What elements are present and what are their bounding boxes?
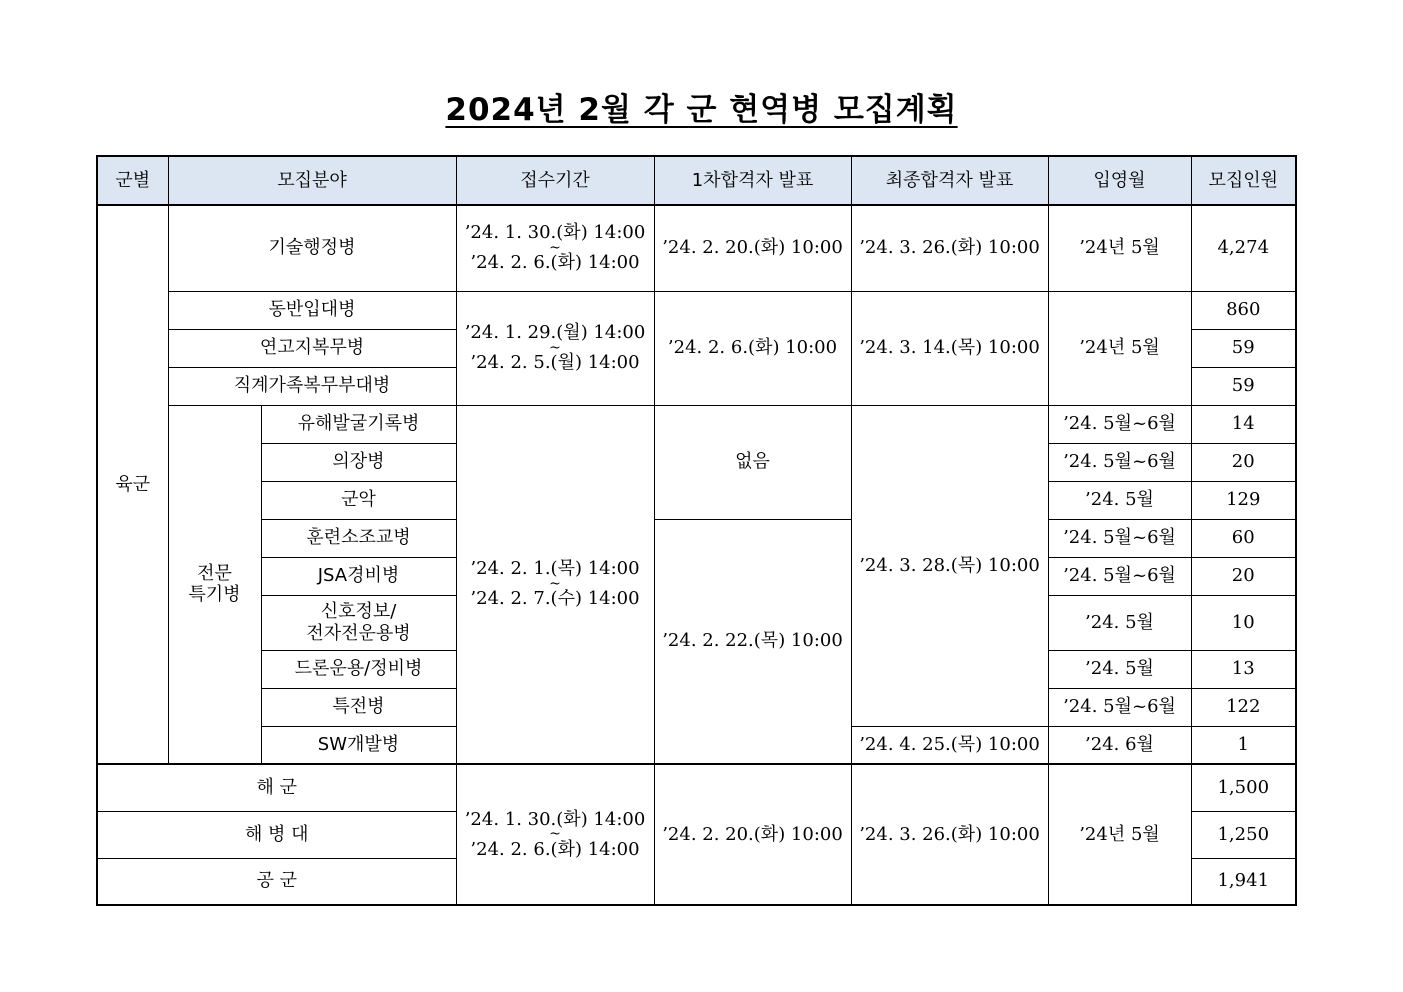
table-row bbox=[97, 764, 1296, 811]
header-count: 모집인원 bbox=[1191, 156, 1296, 205]
enlist-month: ’24. 6월 bbox=[1048, 726, 1191, 764]
count: 14 bbox=[1191, 405, 1296, 443]
enlist-month: ’24. 5월 bbox=[1048, 481, 1191, 519]
field-cell: 유해발굴기록병 bbox=[261, 405, 456, 443]
header-field: 모집분야 bbox=[168, 156, 456, 205]
first-announce: ’24. 2. 6.(화) 10:00 bbox=[654, 291, 851, 405]
header-enlist-month: 입영월 bbox=[1048, 156, 1191, 205]
enlist-month: ’24. 5월~6월 bbox=[1048, 405, 1191, 443]
first-announce: ’24. 2. 20.(화) 10:00 bbox=[654, 205, 851, 291]
count: 60 bbox=[1191, 519, 1296, 557]
count: 1 bbox=[1191, 726, 1296, 764]
header-row bbox=[97, 156, 1296, 205]
field-cell: 특전병 bbox=[261, 688, 456, 726]
field-cell: 훈련소조교병 bbox=[261, 519, 456, 557]
final-announce: ’24. 3. 14.(목) 10:00 bbox=[851, 291, 1048, 405]
count: 129 bbox=[1191, 481, 1296, 519]
field-cell: 연고지복무병 bbox=[168, 329, 456, 367]
branch-army: 육군 bbox=[97, 205, 168, 764]
registration-period: ’24. 1. 30.(화) 14:00 ~ ’24. 2. 6.(화) 14:00 bbox=[456, 205, 654, 291]
count: 13 bbox=[1191, 650, 1296, 688]
table-row bbox=[97, 205, 1296, 291]
first-announce-none: 없음 bbox=[654, 405, 851, 519]
final-announce: ’24. 3. 28.(목) 10:00 bbox=[851, 405, 1048, 726]
field-cell: 직계가족복무부대병 bbox=[168, 367, 456, 405]
first-announce: ’24. 2. 22.(목) 10:00 bbox=[654, 519, 851, 764]
header-first-announce: 1차합격자 발표 bbox=[654, 156, 851, 205]
count: 20 bbox=[1191, 557, 1296, 595]
field-cell: JSA경비병 bbox=[261, 557, 456, 595]
final-announce: ’24. 3. 26.(화) 10:00 bbox=[851, 764, 1048, 905]
count: 10 bbox=[1191, 595, 1296, 650]
enlist-month: ’24년 5월 bbox=[1048, 205, 1191, 291]
field-cell: SW개발병 bbox=[261, 726, 456, 764]
branch-marines: 해 병 대 bbox=[97, 811, 456, 858]
branch-navy: 해 군 bbox=[97, 764, 456, 811]
field-cell: 신호정보/ 전자전운용병 bbox=[261, 595, 456, 650]
header-branch: 군별 bbox=[97, 156, 168, 205]
count: 20 bbox=[1191, 443, 1296, 481]
enlist-month: ’24년 5월 bbox=[1048, 764, 1191, 905]
count: 1,941 bbox=[1191, 858, 1296, 905]
field-cell: 의장병 bbox=[261, 443, 456, 481]
branch-airforce: 공 군 bbox=[97, 858, 456, 905]
enlist-month: ’24. 5월~6월 bbox=[1048, 443, 1191, 481]
table-row bbox=[97, 519, 1296, 557]
registration-period: ’24. 1. 29.(월) 14:00 ~ ’24. 2. 5.(월) 14:00 bbox=[456, 291, 654, 405]
count: 122 bbox=[1191, 688, 1296, 726]
table-row bbox=[97, 291, 1296, 329]
count: 59 bbox=[1191, 367, 1296, 405]
enlist-month: ’24년 5월 bbox=[1048, 291, 1191, 405]
final-announce: ’24. 3. 26.(화) 10:00 bbox=[851, 205, 1048, 291]
recruitment-table bbox=[96, 155, 1297, 906]
count: 1,250 bbox=[1191, 811, 1296, 858]
page-title: 2024년 2월 각 군 현역병 모집계획 bbox=[445, 92, 958, 128]
count: 4,274 bbox=[1191, 205, 1296, 291]
enlist-month: ’24. 5월~6월 bbox=[1048, 557, 1191, 595]
registration-period: ’24. 1. 30.(화) 14:00 ~ ’24. 2. 6.(화) 14:00 bbox=[456, 764, 654, 905]
count: 1,500 bbox=[1191, 764, 1296, 811]
field-cell: 군악 bbox=[261, 481, 456, 519]
header-registration: 접수기간 bbox=[456, 156, 654, 205]
enlist-month: ’24. 5월~6월 bbox=[1048, 688, 1191, 726]
field-cell: 기술행정병 bbox=[168, 205, 456, 291]
enlist-month: ’24. 5월 bbox=[1048, 595, 1191, 650]
enlist-month: ’24. 5월~6월 bbox=[1048, 519, 1191, 557]
count: 59 bbox=[1191, 329, 1296, 367]
header-final-announce: 최종합격자 발표 bbox=[851, 156, 1048, 205]
field-cell: 드론운용/정비병 bbox=[261, 650, 456, 688]
registration-period: ’24. 2. 1.(목) 14:00 ~ ’24. 2. 7.(수) 14:00 bbox=[456, 405, 654, 764]
count: 860 bbox=[1191, 291, 1296, 329]
first-announce: ’24. 2. 20.(화) 10:00 bbox=[654, 764, 851, 905]
field-cell: 동반입대병 bbox=[168, 291, 456, 329]
enlist-month: ’24. 5월 bbox=[1048, 650, 1191, 688]
final-announce: ’24. 4. 25.(목) 10:00 bbox=[851, 726, 1048, 764]
table-row bbox=[97, 405, 1296, 443]
special-category: 전문 특기병 bbox=[168, 405, 261, 764]
